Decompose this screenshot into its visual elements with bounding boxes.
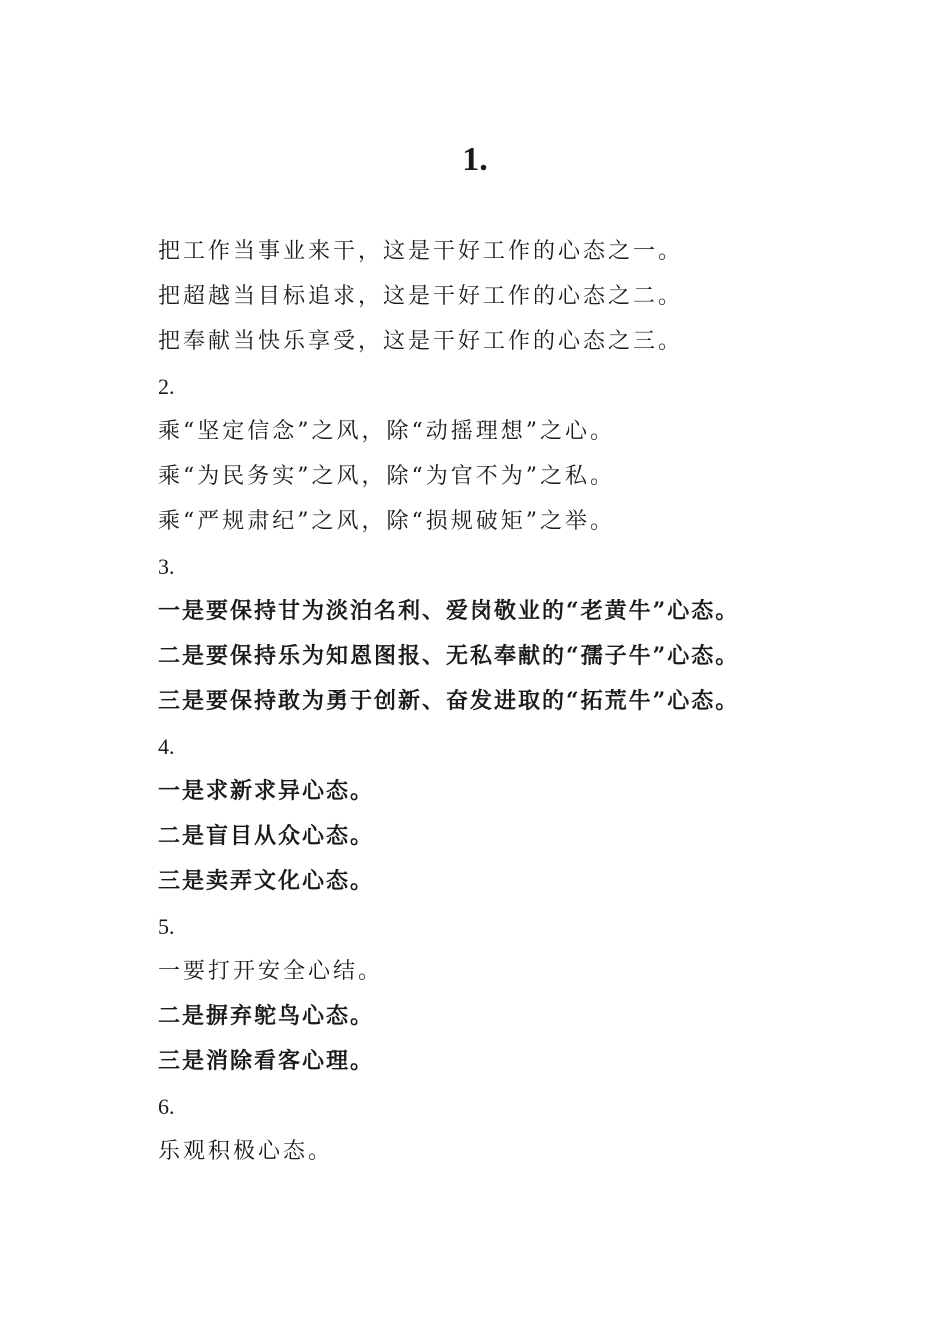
section-number: 3.: [158, 554, 175, 579]
section-number: 2.: [158, 374, 175, 399]
text-line: 乐观积极心态。: [158, 1139, 334, 1164]
text-line: 二是盲目从众心态。: [158, 823, 375, 849]
text-line: 一要打开安全心结。: [158, 959, 384, 984]
text-line: 二是要保持乐为知恩图报、无私奉献的“孺子牛”心态。: [158, 643, 740, 669]
section-number: 6.: [158, 1094, 175, 1119]
section-number: 5.: [158, 914, 175, 939]
text-line: 乘“坚定信念”之风，除“动摇理想”之心。: [158, 419, 615, 444]
text-line: 把奉献当快乐享受，这是干好工作的心态之三。: [158, 329, 684, 354]
text-line: 三是要保持敢为勇于创新、奋发进取的“拓荒牛”心态。: [158, 688, 740, 714]
text-line: 把工作当事业来干，这是干好工作的心态之一。: [158, 239, 684, 264]
text-line: 一是求新求异心态。: [158, 778, 375, 804]
text-line: 乘“为民务实”之风，除“为官不为”之私。: [158, 464, 615, 489]
text-line: 二是摒弃鸵鸟心态。: [158, 1003, 375, 1029]
text-line: 乘“严规肃纪”之风，除“损规破矩”之举。: [158, 509, 615, 534]
document-body: [158, 229, 918, 1174]
text-line: 把超越当目标追求，这是干好工作的心态之二。: [158, 284, 684, 309]
text-line: 一是要保持甘为淡泊名利、爱岗敬业的“老黄牛”心态。: [158, 598, 740, 624]
text-line: 三是消除看客心理。: [158, 1048, 375, 1074]
document-title: 1.: [462, 141, 488, 178]
text-line: 三是卖弄文化心态。: [158, 868, 375, 894]
section-number: 4.: [158, 734, 175, 759]
